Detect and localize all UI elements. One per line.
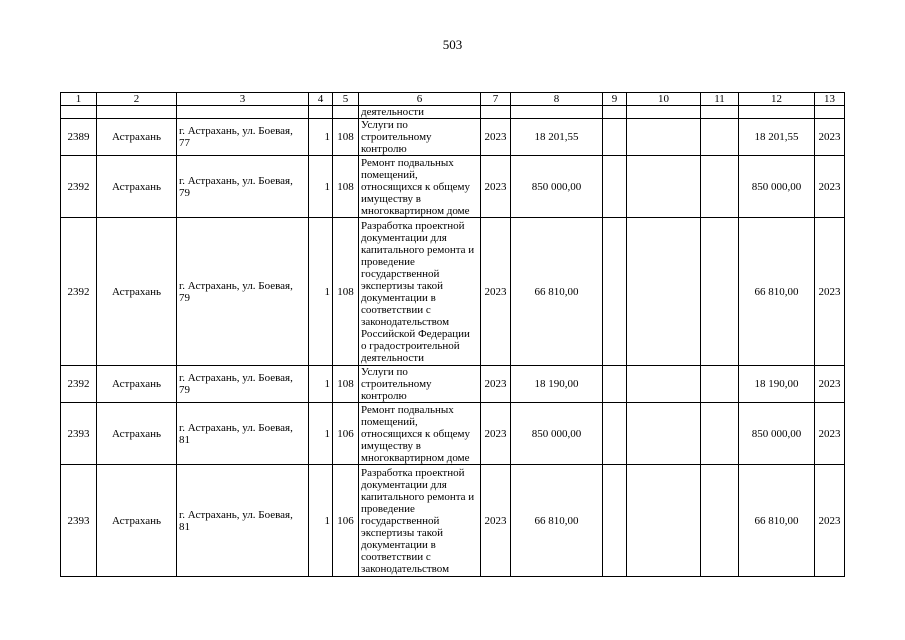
column-10-cell [627, 218, 701, 366]
column-9-cell [603, 119, 627, 156]
column-number: 8 [511, 93, 603, 106]
column-number: 3 [177, 93, 309, 106]
column-5-cell: 108 [333, 218, 359, 366]
completion-year-cell: 2023 [815, 156, 845, 218]
column-number: 1 [61, 93, 97, 106]
amount-cell: 66 810,00 [511, 218, 603, 366]
column-4-cell: 1 [309, 218, 333, 366]
completion-year-cell: 2023 [815, 366, 845, 403]
service-cell: Услуги по строительному контролю [359, 119, 481, 156]
completion-year-cell: 2023 [815, 119, 845, 156]
table-row [61, 465, 845, 577]
column-number: 12 [739, 93, 815, 106]
total-cell: 18 190,00 [739, 366, 815, 403]
table-row [61, 119, 845, 156]
column-4-cell: 1 [309, 156, 333, 218]
completion-year-cell: 2023 [815, 218, 845, 366]
row-number: 2392 [61, 218, 97, 366]
column-number-row [61, 93, 845, 106]
city-cell: Астрахань [97, 156, 177, 218]
continuation-service-text: деятельности [359, 106, 481, 119]
column-9-cell [603, 156, 627, 218]
column-9-cell [603, 218, 627, 366]
amount-cell: 850 000,00 [511, 156, 603, 218]
column-11-cell [701, 465, 739, 577]
column-10-cell [627, 156, 701, 218]
service-cell: Разработка проектной документации для капитального ремонта и проведение государственной экспертизы такой документации в соответствии с законодательством [359, 465, 481, 577]
city-cell: Астрахань [97, 366, 177, 403]
year-cell: 2023 [481, 465, 511, 577]
table-row [61, 366, 845, 403]
address-cell: г. Астрахань, ул. Боевая, 81 [177, 465, 309, 577]
row-number: 2393 [61, 465, 97, 577]
column-5-cell: 108 [333, 366, 359, 403]
year-cell: 2023 [481, 119, 511, 156]
city-cell: Астрахань [97, 403, 177, 465]
column-number: 9 [603, 93, 627, 106]
column-5-cell: 108 [333, 119, 359, 156]
service-cell: Ремонт подвальных помещений, относящихся к общему имуществу в многоквартирном доме [359, 156, 481, 218]
column-number: 4 [309, 93, 333, 106]
year-cell: 2023 [481, 366, 511, 403]
address-cell: г. Астрахань, ул. Боевая, 79 [177, 366, 309, 403]
total-cell: 66 810,00 [739, 465, 815, 577]
column-11-cell [701, 156, 739, 218]
column-5-cell: 106 [333, 465, 359, 577]
amount-cell: 18 190,00 [511, 366, 603, 403]
column-9-cell [603, 465, 627, 577]
column-10-cell [627, 465, 701, 577]
address-cell: г. Астрахань, ул. Боевая, 79 [177, 156, 309, 218]
column-number: 10 [627, 93, 701, 106]
column-number: 7 [481, 93, 511, 106]
row-number: 2392 [61, 366, 97, 403]
city-cell: Астрахань [97, 465, 177, 577]
address-cell: г. Астрахань, ул. Боевая, 81 [177, 403, 309, 465]
register-table [60, 92, 845, 577]
column-5-cell: 106 [333, 403, 359, 465]
column-4-cell: 1 [309, 366, 333, 403]
column-4-cell: 1 [309, 465, 333, 577]
amount-cell: 850 000,00 [511, 403, 603, 465]
city-cell: Астрахань [97, 218, 177, 366]
row-number: 2389 [61, 119, 97, 156]
service-cell: Ремонт подвальных помещений, относящихся к общему имуществу в многоквартирном доме [359, 403, 481, 465]
city-cell: Астрахань [97, 119, 177, 156]
total-cell: 18 201,55 [739, 119, 815, 156]
total-cell: 66 810,00 [739, 218, 815, 366]
column-4-cell: 1 [309, 403, 333, 465]
column-4-cell: 1 [309, 119, 333, 156]
column-9-cell [603, 403, 627, 465]
column-11-cell [701, 366, 739, 403]
address-cell: г. Астрахань, ул. Боевая, 79 [177, 218, 309, 366]
year-cell: 2023 [481, 403, 511, 465]
column-11-cell [701, 218, 739, 366]
page-number: 503 [442, 37, 463, 52]
column-10-cell [627, 119, 701, 156]
row-number: 2393 [61, 403, 97, 465]
completion-year-cell: 2023 [815, 465, 845, 577]
column-number: 13 [815, 93, 845, 106]
column-number: 11 [701, 93, 739, 106]
amount-cell: 66 810,00 [511, 465, 603, 577]
table-row [61, 218, 845, 366]
year-cell: 2023 [481, 218, 511, 366]
total-cell: 850 000,00 [739, 156, 815, 218]
column-number: 6 [359, 93, 481, 106]
table-row [61, 156, 845, 218]
column-9-cell [603, 366, 627, 403]
column-11-cell [701, 119, 739, 156]
column-number: 5 [333, 93, 359, 106]
column-10-cell [627, 403, 701, 465]
service-cell: Услуги по строительному контролю [359, 366, 481, 403]
table-row [61, 403, 845, 465]
total-cell: 850 000,00 [739, 403, 815, 465]
amount-cell: 18 201,55 [511, 119, 603, 156]
row-number: 2392 [61, 156, 97, 218]
column-5-cell: 108 [333, 156, 359, 218]
address-cell: г. Астрахань, ул. Боевая, 77 [177, 119, 309, 156]
column-number: 2 [97, 93, 177, 106]
continuation-row [61, 106, 845, 119]
completion-year-cell: 2023 [815, 403, 845, 465]
service-cell: Разработка проектной документации для капитального ремонта и проведение государственной экспертизы такой документации в соответствии с законодательством Российской Федерации о градостроительной деятельности [359, 218, 481, 366]
column-10-cell [627, 366, 701, 403]
column-11-cell [701, 403, 739, 465]
year-cell: 2023 [481, 156, 511, 218]
